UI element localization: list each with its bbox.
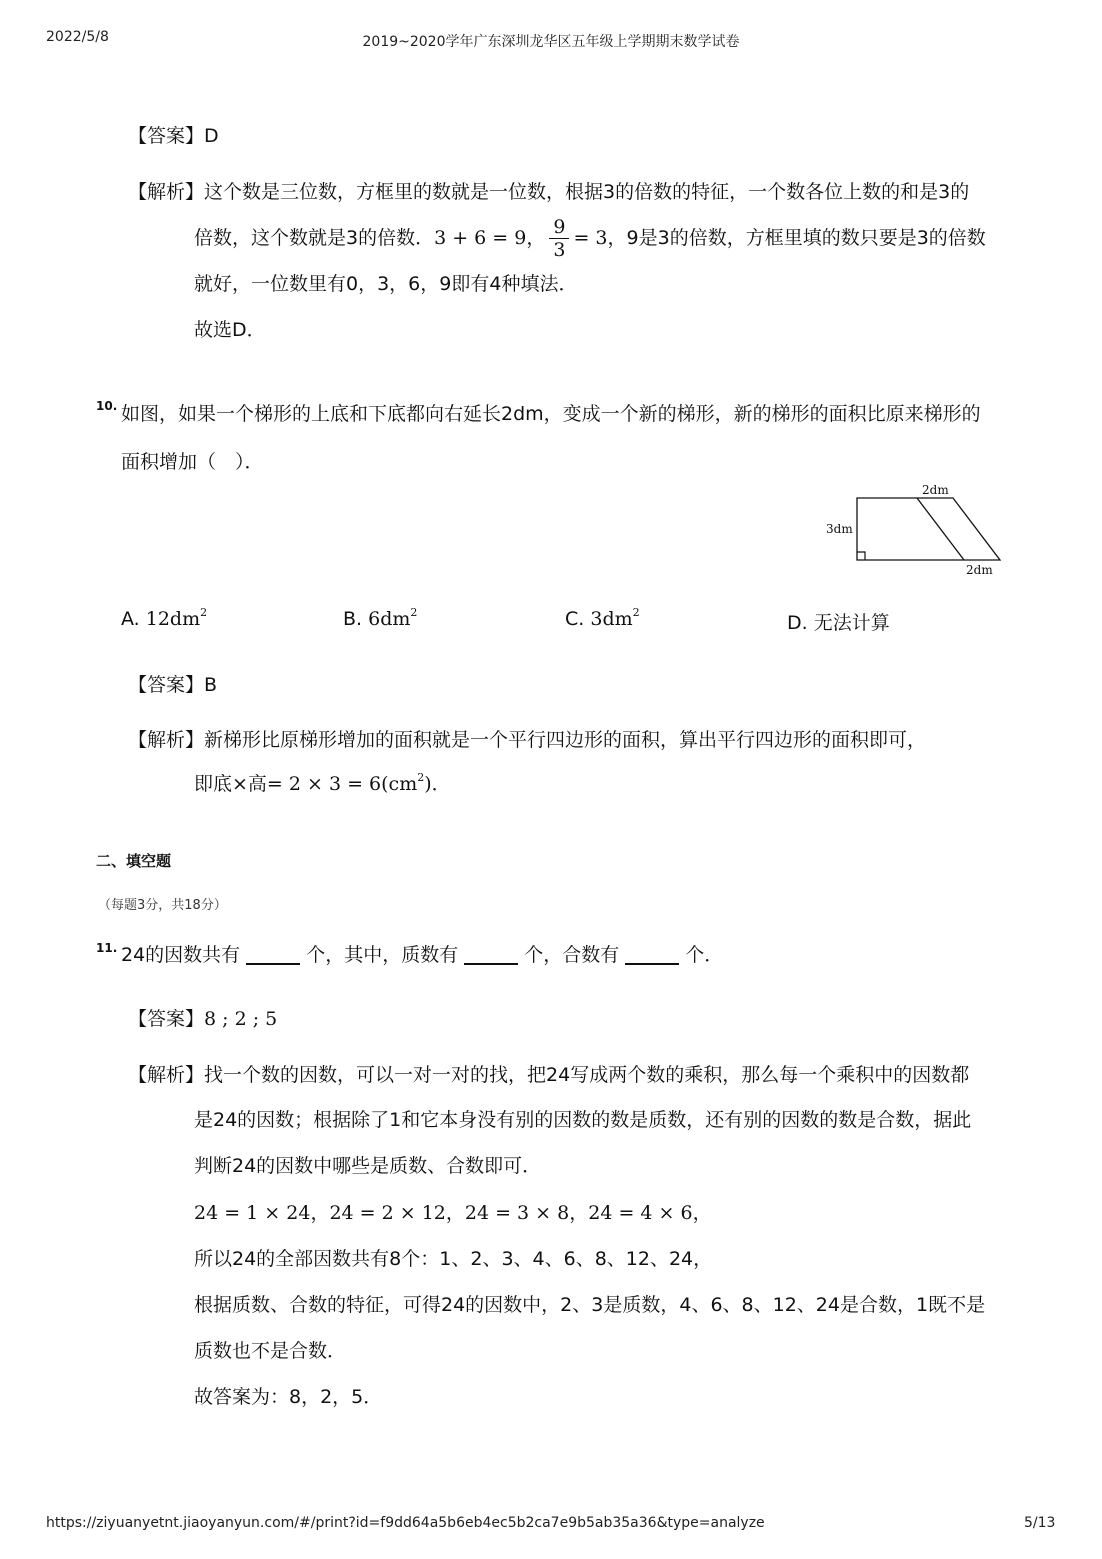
q11-answer: 【答案】8 ; 2 ; 5: [128, 1008, 278, 1030]
q10-analysis-line1: 【解析】新梯形比原梯形增加的面积就是一个平行四边形的面积，算出平行四边形的面积即可，: [128, 729, 927, 751]
q11-analysis-line6: 根据质数、合数的特征，可得24的因数中，2、3是质数，4、6、8、12、24是合数，1既不是: [194, 1294, 986, 1316]
question-number-10: 10.: [96, 399, 118, 413]
q10-analysis-line2: 即底×高= $2 \times 3 = 6(cm^2)$．: [194, 771, 451, 795]
figure-label-bottom: 2dm: [966, 563, 993, 577]
option-c[interactable]: C. $3dm^2$: [565, 606, 640, 630]
answer-blank-2[interactable]: [464, 945, 518, 965]
print-date: 2022/5/8: [46, 29, 109, 45]
extension-divider-line: [917, 498, 964, 560]
answer-blank-1[interactable]: [246, 945, 300, 965]
section-title: 二、填空题: [96, 852, 172, 870]
answer-tag: 【答案】: [128, 125, 205, 147]
q11-analysis-line1: 【解析】找一个数的因数，可以一对一对的找，把24写成两个数的乘积，那么每一个乘积中的因数都: [128, 1064, 970, 1086]
q11-conclusion: 故答案为：8，2，5．: [194, 1386, 383, 1408]
figure-label-left: 3dm: [826, 522, 853, 536]
right-angle-mark: [857, 552, 865, 560]
trapezoid-figure: [820, 478, 1010, 580]
question-number-11: 11.: [96, 941, 118, 955]
q11-analysis-line7: 质数也不是合数．: [194, 1340, 347, 1362]
option-d[interactable]: D. 无法计算: [787, 612, 890, 634]
q9-analysis-line1: 【解析】这个数是三位数，方框里的数就是一位数，根据3的倍数的特征，一个数各位上数的和是3的: [128, 181, 970, 203]
q9-answer: [128, 124, 219, 148]
q11-analysis-line3: 判断24的因数中哪些是质数、合数即可．: [194, 1155, 542, 1177]
footer-url[interactable]: https://ziyuanyetnt.jiaoyanyun.com/#/print?id=f9dd64a5b6eb4ec5b2ca7e9b5ab35a36&type=analyze: [46, 1515, 765, 1531]
q10-stem-line1: 如图，如果一个梯形的上底和下底都向右延长2dm，变成一个新的梯形，新的梯形的面积比原来梯形的: [121, 403, 981, 425]
page-number: 5/13: [1024, 1515, 1056, 1531]
q9-analysis-line2: 倍数，这个数就是3的倍数． 3 + 6 = 9 ， $\frac{9}{3}$ = 3 ，9是3的倍数，方框里填的数只要是3的倍数: [194, 215, 986, 261]
section-score-note: （每题3分，共18分）: [98, 898, 227, 913]
q10-answer: 【答案】B: [128, 674, 218, 696]
q10-stem-line2: 面积增加（ ）．: [121, 451, 264, 473]
q11-all-factors: 所以24的全部因数共有8个：1、2、3、4、6、8、12、24，: [194, 1248, 713, 1270]
option-b[interactable]: B. $6dm^2$: [343, 606, 418, 630]
analysis-tag: 【解析】: [128, 181, 205, 203]
q9-analysis-conclusion: 故选D．: [194, 319, 266, 341]
q11-analysis-line2: 是24的因数；根据除了1和它本身没有别的因数的数是质数，还有别的因数的数是合数，据此: [194, 1109, 972, 1131]
q11-factor-pairs: 24 = 1 × 24，24 = 2 × 12，24 = 3 × 8，24 = 4 × 6，: [194, 1202, 712, 1224]
answer-value: D: [204, 125, 219, 147]
fraction-nine-thirds: $\frac{9}{3}$: [549, 216, 569, 261]
q11-stem: 24的因数共有 个，其中，质数有 个，合数有 个．: [121, 944, 724, 966]
option-a[interactable]: A. $12dm^2$: [121, 606, 208, 630]
q9-analysis-line3: 就好，一位数里有0，3，6，9即有4种填法．: [194, 273, 578, 295]
figure-label-top: 2dm: [922, 483, 949, 497]
document-title: 2019~2020学年广东深圳龙华区五年级上学期期末数学试卷: [362, 34, 740, 50]
original-trapezoid-outline: [857, 498, 1000, 560]
answer-blank-3[interactable]: [625, 945, 679, 965]
